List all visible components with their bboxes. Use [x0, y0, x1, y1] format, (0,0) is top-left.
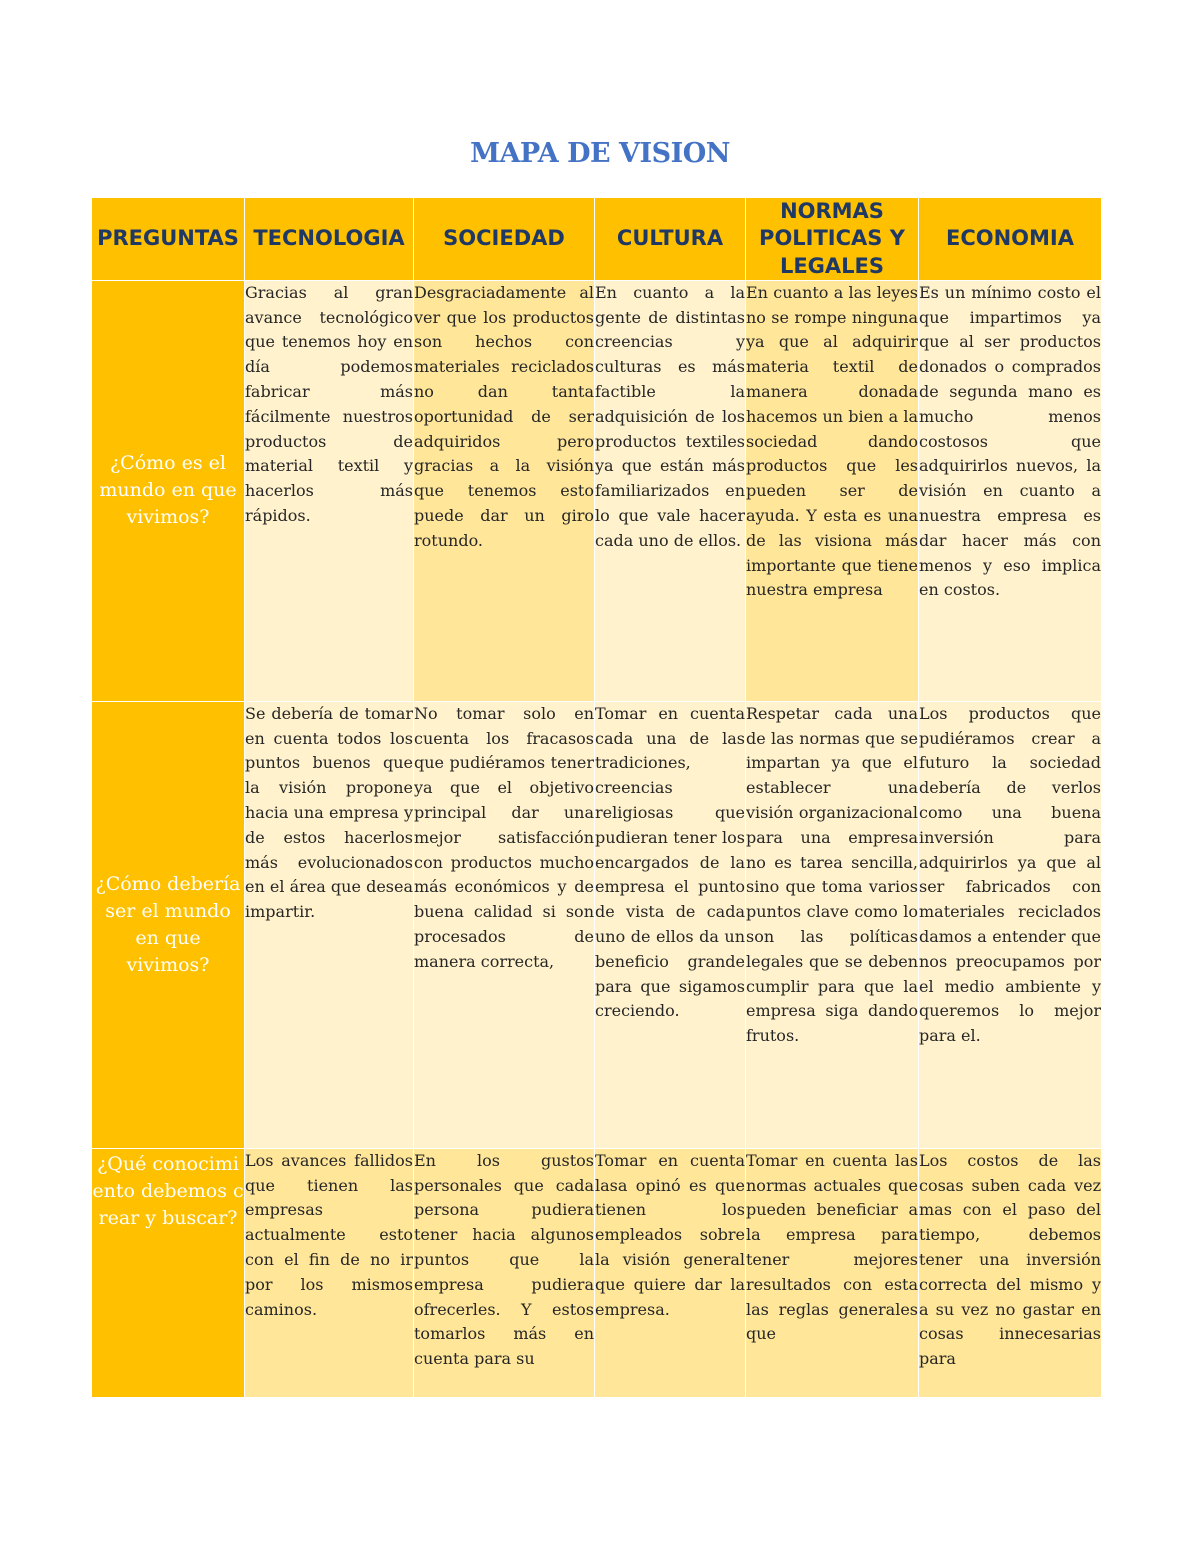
- economia-cell: Es un mínimo costo el que impartimos ya que al ser productos donados o comprados de segunda mano es mucho menos costosos que adquirirlos nuevos, la visión en cuanto a nuestra empresa es dar hacer más con menos y eso implica en costos.: [919, 280, 1102, 701]
- normas-cell: En cuanto a las leyes no se rompe ninguna ya que al adquirir materia textil de manera donada hacemos un bien a la sociedad dando productos que les pueden ser de ayuda. Y esta es una de las visiona más importante que tiene nuestra empresa: [746, 280, 919, 701]
- tecnologia-cell: Gracias al gran avance tecnológico que tenemos hoy en día podemos fabricar más fácilmente nuestros productos de material textil y hacerlos más rápidos.: [245, 280, 414, 701]
- question-cell: ¿Cómo debería ser el mundo en que vivimos?: [92, 701, 245, 1148]
- cell-text: Los avances fallidos que tienen las empresas actualmente esto con el fin de no ir por los mismos caminos.: [245, 1150, 413, 1319]
- economia-cell: [919, 1148, 1102, 1397]
- header-preguntas: PREGUNTAS: [92, 198, 245, 281]
- table-row: [92, 1148, 1102, 1397]
- cell-text: Los costos de las cosas suben cada vez mas con el paso del tiempo, debemos tener una inversión correcta del mismo y a su vez no gastar en cosas innecesarias para: [919, 1150, 1101, 1369]
- cultura-cell: [595, 1148, 746, 1397]
- question-text: ¿Qué conocimiento debemos crear y buscar?: [92, 1152, 244, 1229]
- sociedad-cell: No tomar solo en cuenta los fracasos que pudiéramos tener ya que el objetivo principal dar una mejor satisfacción con productos mucho más económicos y de buena calidad si son procesados de manera correcta,: [414, 701, 595, 1148]
- header-economia: ECONOMIA: [919, 198, 1102, 281]
- header-row: [92, 198, 1102, 281]
- normas-cell: Respetar cada una de las normas que se impartan ya que el establecer una visión organizacional para una empresa no es tarea sencilla, sino que toma varios puntos clave como lo son las políticas legales que se deben cumplir para que la empresa siga dando frutos.: [746, 701, 919, 1148]
- economia-cell: Los productos que pudiéramos crear a futuro la sociedad debería de verlos como una buena inversión para adquirirlos ya que al ser fabricados con materiales reciclados damos a entender que nos preocupamos por el medio ambiente y queremos lo mejor para el.: [919, 701, 1102, 1148]
- tecnologia-cell: Se debería de tomar en cuenta todos los puntos buenos que la visión propone hacia una empresa y de estos hacerlos más evolucionados en el área que desea impartir.: [245, 701, 414, 1148]
- normas-cell: [746, 1148, 919, 1397]
- cell-text: En los gustos personales que cada persona pudiera tener hacia algunos puntos que la empresa pudiera ofrecerles. Y estos tomarlos más en cuenta para su: [414, 1150, 594, 1369]
- header-normas: NORMAS POLITICAS Y LEGALES: [746, 198, 919, 281]
- tecnologia-cell: [245, 1148, 414, 1397]
- cultura-cell: En cuanto a la gente de distintas creencias y culturas es más factible la adquisición de los productos textiles ya que están más familiarizados en lo que vale hacer cada uno de ellos.: [595, 280, 746, 701]
- vision-map-table: [91, 197, 1102, 1398]
- sociedad-cell: Desgraciadamente al ver que los productos son hechos con materiales reciclados no dan tanta oportunidad de ser adquiridos pero gracias a la visión que tenemos esto puede dar un giro rotundo.: [414, 280, 595, 701]
- header-sociedad: SOCIEDAD: [414, 198, 595, 281]
- page-title: MAPA DE VISION: [470, 138, 730, 169]
- cell-text: Tomar en cuenta las normas actuales que pueden beneficiar a la empresa para tener mejores resultados con esta las reglas generales que: [746, 1150, 918, 1344]
- table-row: [92, 280, 1102, 701]
- table-row: [92, 701, 1102, 1148]
- question-cell: [92, 1148, 245, 1397]
- question-cell: ¿Cómo es el mundo en que vivimos?: [92, 280, 245, 701]
- header-cultura: CULTURA: [595, 198, 746, 281]
- cultura-cell: Tomar en cuenta cada una de las tradiciones, creencias religiosas que pudieran tener los encargados de la empresa el punto de vista de cada uno de ellos da un beneficio grande para que sigamos creciendo.: [595, 701, 746, 1148]
- header-tecnologia: TECNOLOGIA: [245, 198, 414, 281]
- sociedad-cell: [414, 1148, 595, 1397]
- cell-text: Tomar en cuenta lasa opinó es que tienen los empleados sobre la visión general que quiere dar la empresa.: [595, 1150, 745, 1319]
